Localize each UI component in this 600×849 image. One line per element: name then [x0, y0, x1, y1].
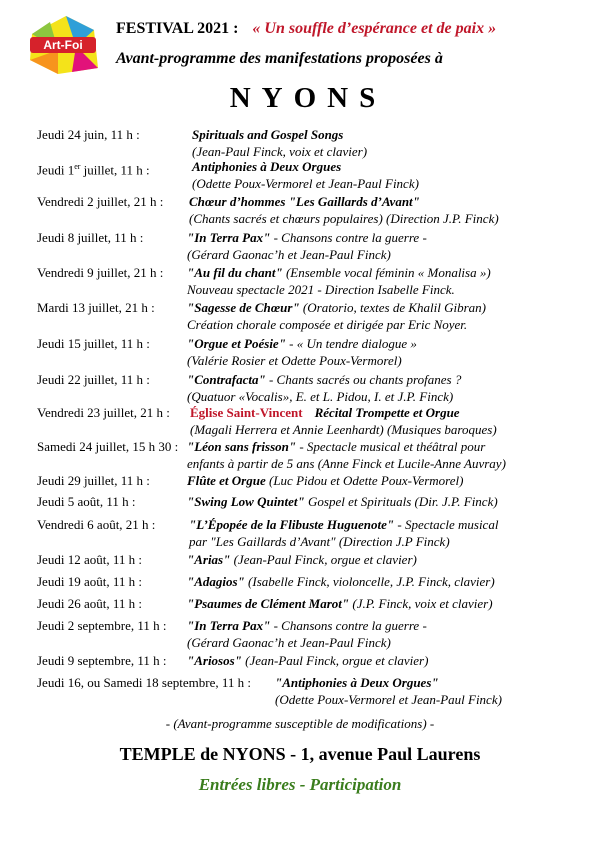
event-title: Spirituals and Gospel Songs: [192, 127, 344, 142]
event-date: Jeudi 5 août, 11 h :: [37, 494, 136, 509]
event-date: Vendredi 2 juillet, 21 h :: [37, 194, 164, 209]
event-body: [189, 516, 498, 550]
event-body: [187, 617, 427, 651]
event-details: (Chants sacrés et chœurs populaires) (Direction J.P. Finck): [189, 211, 499, 226]
event-title: "In Terra Pax": [187, 618, 271, 633]
event-body: [187, 573, 495, 590]
event-body: [187, 595, 493, 612]
event-description: - Spectacle musical et théâtral pour: [296, 439, 486, 454]
event-description: (Jean-Paul Finck, orgue et clavier): [230, 552, 417, 567]
event-body: [187, 335, 417, 369]
event-description: - Chansons contre la guerre -: [270, 230, 427, 245]
event-date: Jeudi 9 septembre, 11 h :: [37, 653, 167, 668]
event-date: Jeudi 24 juin, 11 h :: [37, 127, 140, 142]
event-description: - Chansons contre la guerre -: [270, 618, 427, 633]
event-title: Antiphonies à Deux Orgues: [192, 159, 342, 174]
event-description: (J.P. Finck, voix et clavier): [349, 596, 493, 611]
event-date: Jeudi 15 juillet, 11 h :: [37, 336, 150, 351]
event-details: (Quatuor «Vocalis», E. et L. Pidou, I. et J.P. Finck): [187, 389, 454, 404]
event-date: Jeudi 29 juillet, 11 h :: [37, 473, 150, 488]
entry-info: Entrées libres - Participation: [198, 775, 402, 794]
event-details: (Jean-Paul Finck, voix et clavier): [192, 144, 368, 159]
art-foi-logo: [28, 14, 100, 76]
event-title: "Sagesse de Chœur": [187, 300, 300, 315]
festival-label: FESTIVAL 2021 :: [116, 20, 239, 37]
event-title: Récital Trompette et Orgue: [314, 405, 460, 420]
event-body: [187, 551, 417, 568]
event-title: Flûte et Orgue: [187, 473, 266, 488]
event-description: Gospel et Spirituals (Dir. J.P. Finck): [304, 494, 498, 509]
event-date: Jeudi 2 septembre, 11 h :: [37, 618, 167, 633]
event-date: Mardi 13 juillet, 21 h :: [37, 300, 155, 315]
event-body: [187, 371, 461, 405]
event-date: Vendredi 6 août, 21 h :: [37, 517, 156, 532]
event-details: Nouveau spectacle 2021 - Direction Isabelle Finck.: [187, 282, 455, 297]
event-details: enfants à partir de 5 ans (Anne Finck et Lucile-Anne Auvray): [187, 456, 506, 471]
festival-header: [116, 20, 586, 38]
event-title: "Arias": [187, 552, 231, 567]
event-details: (Magali Herrera et Annie Leenhardt) (Musiques baroques): [190, 422, 497, 437]
event-date: Jeudi 16, ou Samedi 18 septembre, 11 h :: [37, 675, 251, 690]
event-body: [187, 493, 498, 510]
event-title: Chœur d’hommes "Les Gaillards d’Avant": [189, 194, 420, 209]
event-title: "L’Épopée de la Flibuste Huguenote": [189, 517, 395, 532]
event-details: (Gérard Gaonac’h et Jean-Paul Finck): [187, 635, 391, 650]
event-date: Vendredi 9 juillet, 21 h :: [37, 265, 164, 280]
event-body: [189, 193, 499, 227]
event-description: (Ensemble vocal féminin « Monalisa »): [282, 265, 491, 280]
event-date: Jeudi 22 juillet, 11 h :: [37, 372, 150, 387]
event-description: - Spectacle musical: [394, 517, 499, 532]
event-title: "Orgue et Poésie": [187, 336, 286, 351]
event-title: "Adagios": [187, 574, 245, 589]
event-date: Samedi 24 juillet, 15 h 30 :: [37, 439, 179, 454]
event-description: - Chants sacrés ou chants profanes ?: [265, 372, 462, 387]
event-body: [190, 404, 497, 438]
venue-address: TEMPLE de NYONS - 1, avenue Paul Laurens: [119, 744, 481, 764]
event-description: (Jean-Paul Finck, orgue et clavier): [241, 653, 429, 668]
event-body: [187, 438, 506, 472]
event-date: Vendredi 23 juillet, 21 h :: [37, 405, 170, 420]
event-body: [192, 158, 419, 192]
event-details: par "Les Gaillards d’Avant" (Direction J.P Finck): [189, 534, 450, 549]
event-title: "Léon sans frisson": [187, 439, 297, 454]
event-body: [187, 652, 428, 669]
event-description: (Isabelle Finck, violoncelle, J.P. Finck, clavier): [244, 574, 495, 589]
event-description: (Luc Pidou et Odette Poux-Vermorel): [265, 473, 464, 488]
event-body: [192, 126, 367, 160]
event-description: (Oratorio, textes de Khalil Gibran): [299, 300, 486, 315]
event-details: Création chorale composée et dirigée par Eric Noyer.: [187, 317, 468, 332]
event-title: "Ariosos": [187, 653, 242, 668]
event-details: (Gérard Gaonac’h et Jean-Paul Finck): [187, 247, 391, 262]
event-title: "Contrafacta": [187, 372, 266, 387]
event-details: (Valérie Rosier et Odette Poux-Vermorel): [187, 353, 402, 368]
event-date: Jeudi 12 août, 11 h :: [37, 552, 142, 567]
logo-text: Art-Foi: [43, 38, 83, 52]
event-date: Jeudi 19 août, 11 h :: [37, 574, 142, 589]
event-details: (Odette Poux-Vermorel et Jean-Paul Finck): [192, 176, 419, 191]
event-body: [187, 229, 427, 263]
event-body: [187, 472, 463, 489]
event-title: "Au fil du chant": [187, 265, 283, 280]
event-date: Jeudi 26 août, 11 h :: [37, 596, 142, 611]
event-title: "Antiphonies à Deux Orgues": [275, 675, 439, 690]
event-title: "Swing Low Quintet": [187, 494, 305, 509]
event-details: (Odette Poux-Vermorel et Jean-Paul Finck): [275, 692, 502, 707]
event-title: "Psaumes de Clément Marot": [187, 596, 350, 611]
page-title: NYONS: [229, 82, 387, 114]
program-note: - (Avant-programme susceptible de modifications) -: [165, 716, 435, 731]
festival-motto: « Un souffle d’espérance et de paix »: [252, 20, 497, 37]
event-venue: Église Saint-Vincent: [190, 405, 303, 420]
event-date: Jeudi 8 juillet, 11 h :: [37, 230, 144, 245]
event-description: - « Un tendre dialogue »: [285, 336, 417, 351]
event-body: [187, 264, 491, 298]
page-subtitle: Avant-programme des manifestations proposées à: [116, 50, 443, 67]
event-body: [275, 674, 502, 708]
event-date: Jeudi 1er juillet, 11 h :: [37, 162, 150, 178]
event-title: "In Terra Pax": [187, 230, 271, 245]
event-body: [187, 299, 486, 333]
